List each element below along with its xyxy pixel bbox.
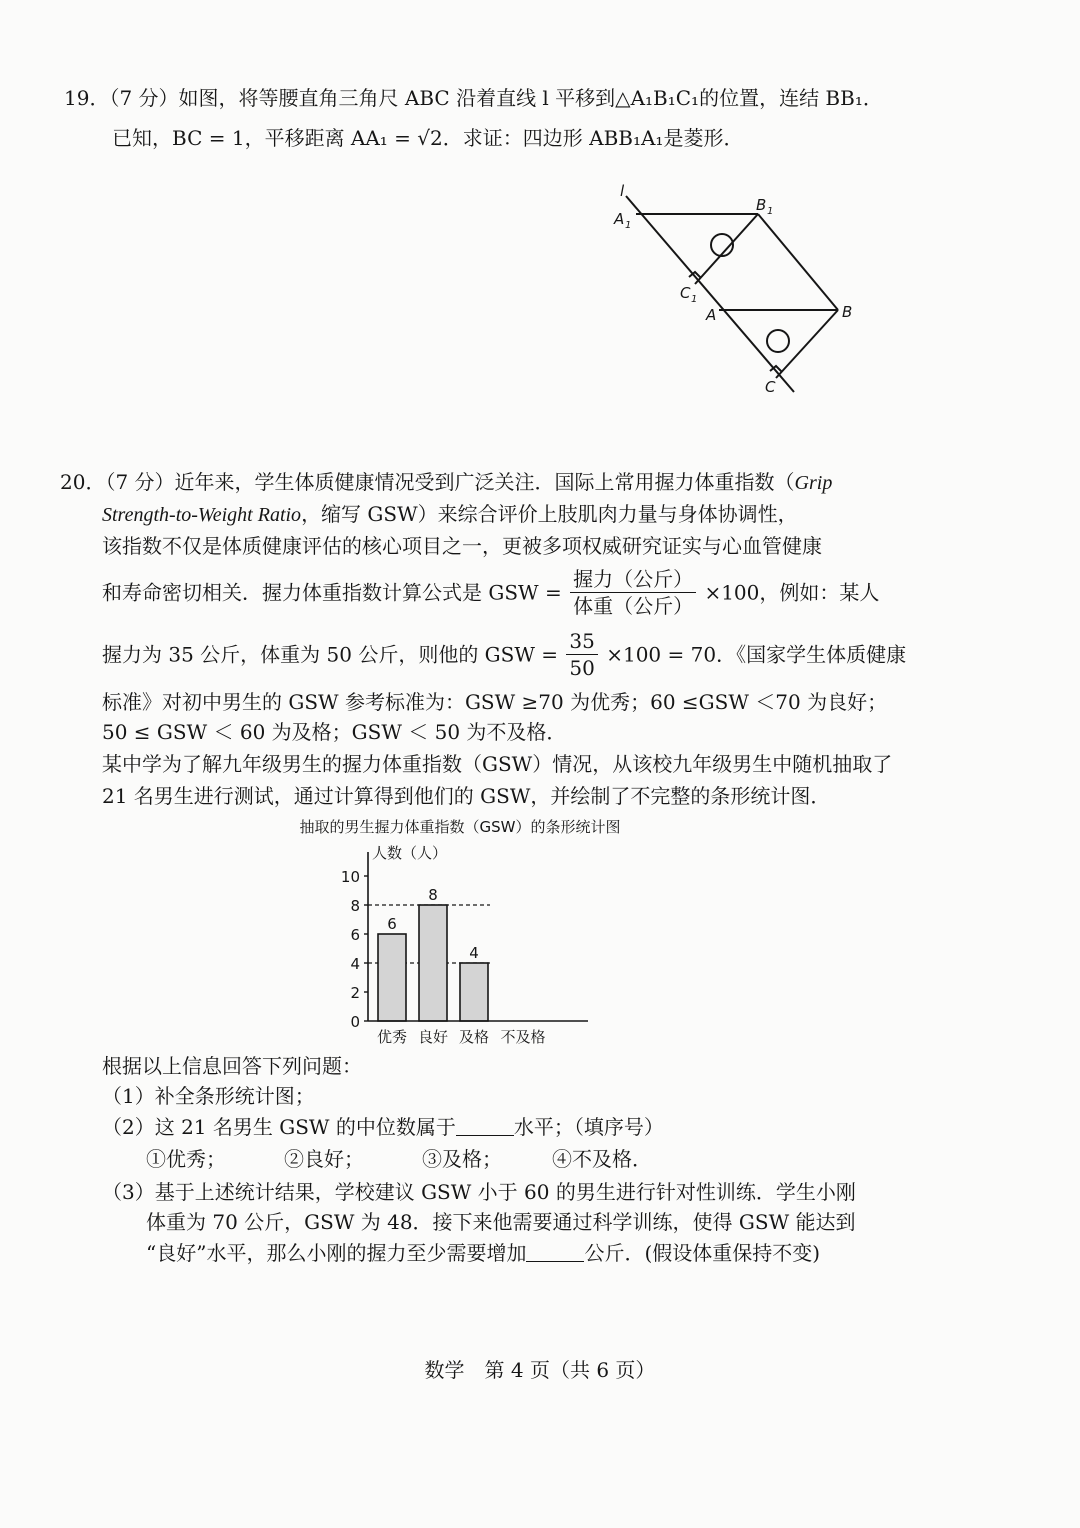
bar-data-label: 4 [469,944,479,962]
answer-blank-median[interactable] [456,1115,514,1136]
q20-p2: ，缩写 GSW）来综合评价上肢肌肉力量与身体协调性， [301,502,798,526]
label-a1-sub: 1 [625,220,632,231]
label-b1-sub: 1 [767,206,774,217]
y-tick-label: 0 [350,1013,360,1031]
q20-p3: 该指数不仅是体质健康评估的核心项目之一，更被多项权威研究证实与心血管健康 [102,534,822,558]
gsw-formula-fraction [570,566,696,619]
chart-ylabel: 人数（人） [372,844,448,862]
bar-2 [460,963,488,1021]
bar-1 [419,905,447,1021]
q20-intro [102,1052,362,1080]
q20-s3-line3 [146,1239,820,1267]
q20-p1-en: Grip [794,472,833,494]
page-footer [0,1356,1080,1384]
q20-s2 [102,1113,664,1141]
gsw-bar-chart [260,816,660,1056]
q20-line7 [102,718,566,746]
q20-s2-text-a: （2）这 21 名男生 GSW 的中位数属于 [102,1115,456,1139]
option-4: ④不及格． [552,1147,652,1171]
q19-points: （7 分） [109,86,179,110]
q20-s2-options [146,1145,652,1173]
q20-s1-text: （1）补全条形统计图； [102,1084,315,1108]
answer-blank-grip-increase[interactable] [526,1241,584,1262]
y-tick-label: 2 [350,984,360,1002]
q20-intro-text: 根据以上信息回答下列问题： [102,1054,362,1078]
x-category-label: 不及格 [500,1028,546,1046]
q20-s3-3b: 公斤．(假设体重保持不变) [584,1241,821,1265]
q20-s1 [102,1082,315,1110]
q19-line2-text: 已知，BC = 1，平移距离 AA₁ = √2．求证：四边形 ABB₁A₁是菱形． [112,126,744,150]
label-a: A [706,306,717,324]
option-1: ①优秀； [146,1147,226,1171]
q20-s3-line1 [102,1178,856,1206]
q20-p4a: 和寿命密切相关．握力体重指数计算公式是 GSW = [102,580,562,605]
q20-line9 [102,782,830,810]
q20-p4b: ×100，例如：某人 [704,580,880,605]
bar-data-label: 6 [387,915,397,933]
q19-line1 [64,84,883,112]
q20-s3-line2 [146,1208,856,1236]
y-tick-label: 10 [340,868,360,886]
segment-bc [776,310,838,378]
formula-numerator: 握力（公斤） [570,566,696,593]
label-c: C [765,378,776,396]
x-category-label: 优秀 [376,1028,408,1046]
chart-title: 抽取的男生握力体重指数（GSW）的条形统计图 [299,818,621,836]
q20-p5b: ×100 = 70．《国家学生体质健康 [606,642,907,667]
footer-text: 数学 第 4 页（共 6 页） [424,1358,656,1382]
example-denominator: 50 [569,656,595,680]
q19-line2 [112,124,743,152]
y-tick-label: 6 [350,926,360,944]
q19-figure [600,180,880,400]
formula-denominator: 体重（公斤） [573,594,694,618]
bar-data-label: 8 [428,886,438,904]
label-b: B [842,303,853,321]
y-tick-label: 4 [350,955,360,973]
q20-line1 [60,468,832,497]
option-3: ③及格； [422,1147,502,1171]
bar-0 [378,934,406,1021]
q20-p6: 标准》对初中男生的 GSW 参考标准为：GSW ≥70 为优秀；60 ≤GSW ＜70 为良好； [102,690,888,714]
x-category-label: 及格 [458,1028,490,1046]
example-numerator: 35 [566,628,597,655]
q20-s3-1: （3）基于上述统计结果，学校建议 GSW 小于 60 的男生进行针对性训练．学生小刚 [102,1180,856,1204]
triangle-hole-bottom [767,330,789,352]
q20-p7: 50 ≤ GSW ＜ 60 为及格；GSW ＜ 50 为不及格． [102,720,567,744]
q20-p2-en: Strength-to-Weight Ratio [102,504,302,526]
q20-line6 [102,688,887,716]
q20-s3-2: 体重为 70 公斤，GSW 为 48．接下来他需要通过科学训练，使得 GSW 能达到 [146,1210,856,1234]
q20-formula-line [102,564,879,620]
q20-s2-text-b: 水平；（填序号） [513,1115,664,1139]
q20-example-line [102,626,906,682]
q20-line2 [102,500,798,529]
label-c1: C [680,284,691,302]
q20-s3-3a: “良好”水平，那么小刚的握力至少需要增加 [146,1241,527,1265]
q20-line8 [102,750,892,778]
q19-number: 19． [64,86,110,110]
example-fraction [566,628,597,681]
q19-line1-text: 如图，将等腰直角三角尺 ABC 沿着直线 l 平移到△A₁B₁C₁的位置，连结 BB₁． [178,86,883,110]
q20-p9: 21 名男生进行测试，通过计算得到他们的 GSW，并绘制了不完整的条形统计图． [102,784,831,808]
q20-number: 20． [60,470,106,494]
label-b1: B [756,196,767,214]
q20-p8: 某中学为了解九年级男生的握力体重指数（GSW）情况，从该校九年级男生中随机抽取了 [102,752,893,776]
q20-p5a: 握力为 35 公斤，体重为 50 公斤，则他的 GSW = [102,642,559,667]
x-category-label: 良好 [417,1028,449,1046]
label-c1-sub: 1 [691,294,698,305]
label-a1: A [614,210,625,228]
q20-line3 [102,532,822,560]
label-l: l [620,182,625,200]
segment-bb1 [758,214,838,310]
q20-p1: 近年来，学生体质健康情况受到广泛关注．国际上常用握力体重指数（ [174,470,795,494]
y-tick-label: 8 [350,897,360,915]
option-2: ②良好； [284,1147,364,1171]
q20-points: （7 分） [105,470,175,494]
segment-b1c1 [695,214,758,284]
